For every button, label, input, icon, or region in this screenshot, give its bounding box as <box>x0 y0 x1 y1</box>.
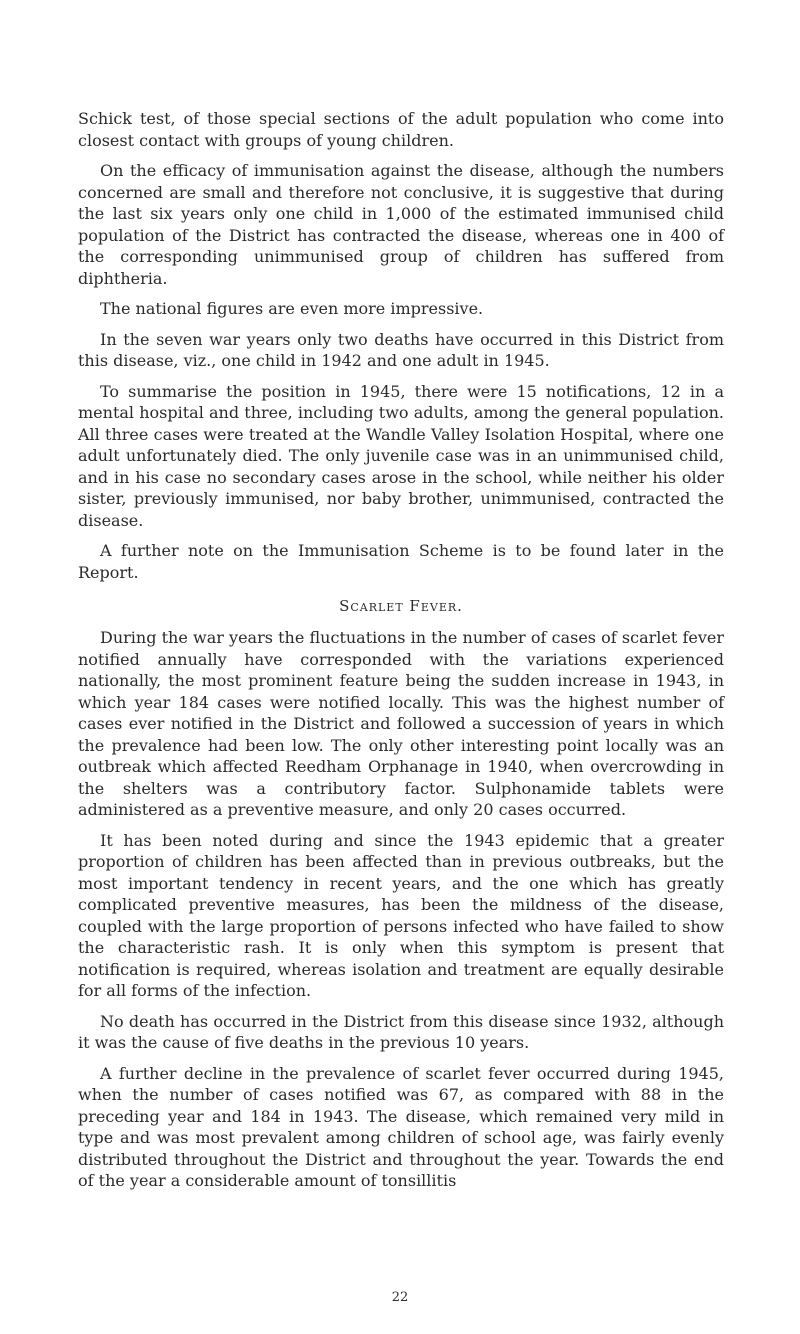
paragraph-war-years-deaths: In the seven war years only two deaths have occurred in this District from this disease, viz., one child in 1942 and one adult in 1945. <box>78 329 724 370</box>
paragraph-national-figures: The national figures are even more impressive. <box>100 299 484 318</box>
paragraph-1943-epidemic: It has been noted during and since the 1943 epidemic that a greater proportion of children has been affected than in previous outbreaks, but the most important tendency in recent years, and the one which has greatly complicated preventive measures, has been the mildness of the disease, coupled with the large proportion of persons infected who have failed to show the characteristic rash. It is only when this symptom is present that notification is required, whereas isolation and treatment are equally desirable for all forms of the infection. <box>78 830 724 1000</box>
page-number: 22 <box>391 1290 409 1305</box>
document-page <box>78 108 724 1201</box>
paragraph-summary-1945: To summarise the position in 1945, there were 15 notifications, 12 in a mental hospital and three, including two adults, among the general population. All three cases were treated at the Wandle Valley Isolation Hospital, where one adult unfortunately died. The only juvenile case was in an unimmunised child, and in his case no secondary cases arose in the school, while neither his older sister, previously immunised, nor baby brother, unimmunised, contracted the disease. <box>78 381 724 530</box>
paragraph-decline-1945: A further decline in the prevalence of scarlet fever occurred during 1945, when the number of cases notified was 67, as compared with 88 in the preceding year and 184 in 1943. The disease, which remained very mild in type and was most prevalent among children of school age, was fairly evenly distributed throughout the District and throughout the year. Towards the end of the year a considerable amount of tonsillitis <box>78 1063 724 1190</box>
paragraph-war-fluctuations: During the war years the fluctuations in the number of cases of scarlet fever notified annually have corresponded with the variations experienced nationally, the most prominent feature being the sudden increase in 1943, in which year 184 cases were notified locally. This was the highest number of cases ever notified in the District and followed a succession of years in which the prevalence had been low. The only other interesting point locally was an outbreak which affected Reedham Orphanage in 1940, when overcrowding in the shelters was a contributory factor. Sulphonamide tablets were administered as a preventive measure, and only 20 cases occurred. <box>78 628 724 819</box>
paragraph-schick-test: Schick test, of those special sections of the adult population who come into closest contact with groups of young children. <box>78 109 724 150</box>
section-heading-scarlet-fever: Scarlet Fever. <box>339 597 463 615</box>
paragraph-further-note: A further note on the Immunisation Scheme is to be found later in the Report. <box>78 541 724 582</box>
paragraph-no-death: No death has occurred in the District from this disease since 1932, although it was the cause of five deaths in the previous 10 years. <box>78 1011 724 1052</box>
paragraph-efficacy: On the efficacy of immunisation against the disease, although the numbers concerned are small and therefore not conclusive, it is suggestive that during the last six years only one child in 1,000 of the estimated immunised child population of the District has contracted the disease, whereas one in 400 of the corresponding unimmunised group of children has suffered from diphtheria. <box>78 161 724 288</box>
